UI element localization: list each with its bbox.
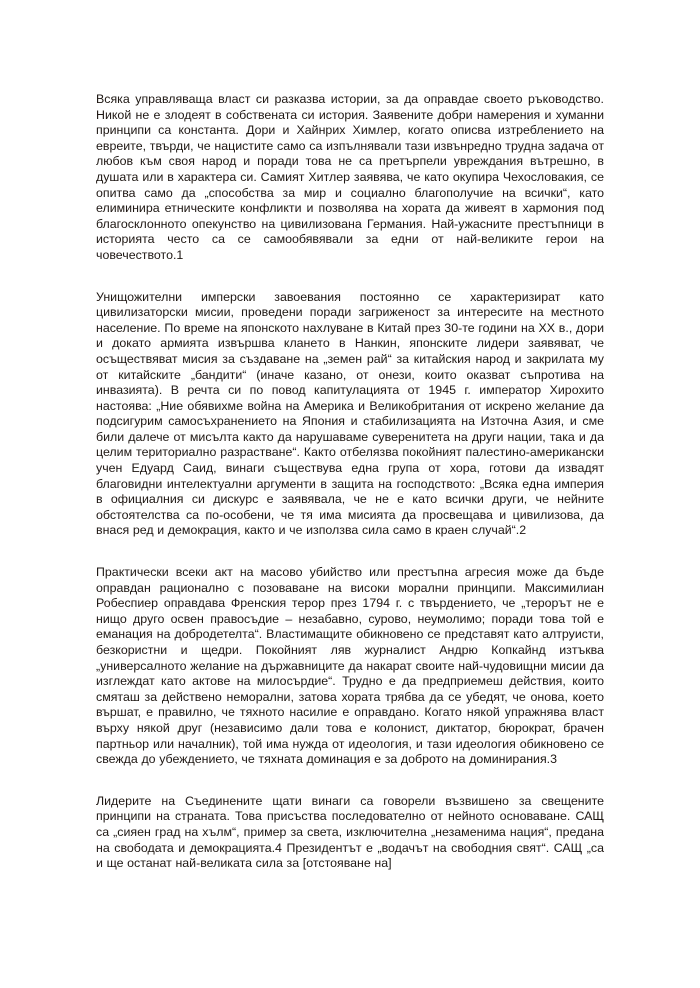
- paragraph-4: Лидерите на Съединените щати винаги са говорели възвишено за свещените принципи на страната. Това присъства последователно от нейното основаване. САЩ са „сияен град на хълм“, пример за света, изключителна „незаменима нация“, предана на свободата и демокрацията.4 Президентът е „водачът на свободния свят“. САЩ „са и ще останат най-великата сила за [отстояване на]: [96, 793, 604, 871]
- document-body: [96, 92, 604, 898]
- paragraph-2: Унищожителни имперски завоевания постоянно се характеризират като цивилизаторски мисии, проведени поради загриженост за интересите на местното население. По време на японското нахлуване в Китай през 30-те години на XX в., дори и докато армията извършва кланeто в Нанкин, японските лидери заявяват, че осъществяват мисия за създаване на „земен рай“ за китайския народ и закрилата му от китайските „бандити“ (иначе казано, от онези, които оказват съпротива на инвазията). В речта си по повод капитулацията от 1945 г. император Хирохито настоява: „Ние обявихме война на Америка и Великобритания от искрено желание да подсигурим самосъхранението на Япония и стабилизацията на Източна Азия, и сме били далече от мисълта както да нарушаваме суверенитета на други нации, така и да целим териториално разрастване“. Както отбелязва покойният палестино-американски учен Едуард Саид, винаги съществува една група от хора, готови да извадят благовидни интелектуални аргументи в защита на господството: „Всяка една империя в официалния си дискурс е заявявала, че не е като всички други, че нейните обстоятелства са по-особени, че тя има мисията да просвещава и цивилизова, да внася ред и демокрация, както и че използва сила само в краен случай“.2: [96, 289, 604, 538]
- paragraph-3: Практически всеки акт на масово убийство или престъпна агресия може да бъде оправдан рационално с позоваване на високи морални принципи. Максимилиан Робеспиер оправдава Френския терор през 1794 г. с твърдението, че „терорът не е нищо друго освен правосъдие – незабавно, сурово, неумолимо; поради това той е еманация на добродетелта“. Властимащите обикновено се представят като алтруисти, безкористни и щедри. Покойният ляв журналист Андрю Копкайнд изтъква „универсалното желание на държавниците да накарат своите най-чудовищни мисии да изглеждат като актове на милосърдие“. Трудно е да предприемеш действия, които смяташ за действено неморални, затова хората трябва да се убедят, че онова, което вършат, е правилно, че тяхното насилие е оправдано. Когато някой упражнява власт върху някой друг (независимо дали това е колонист, диктатор, бюрократ, брачен партньор или началник), той има нужда от идеология, и тази идеология обикновено се свежда до убеждението, че тяхната доминация е за доброто на доминирания.3: [96, 565, 604, 767]
- paragraph-1: Всяка управляваща власт си разказва истории, за да оправдае своето ръководство. Никой не е злодеят в собствената си история. Заявените добри намерения и хуманни принципи са константа. Дори и Хайнрих Химлер, когато описва изтреблението на евреите, твърди, че нацистите само са изпълнявали тази извънредно трудна задача от любов към своя народ и поради това не са претърпели увреждания вътрешно, в душата или в характера си. Самият Хитлер заявява, че като окупира Чехословакия, се опитва само да „способства за мир и социално благополучие на всички“, като елиминира етническите конфликти и позволява на хората да живеят в хармония под благосклонното опекунство на цивилизована Германия. Най-ужасните престъпници в историята често са се самообявявали за едни от най-великите герои на човечеството.1: [96, 92, 604, 262]
